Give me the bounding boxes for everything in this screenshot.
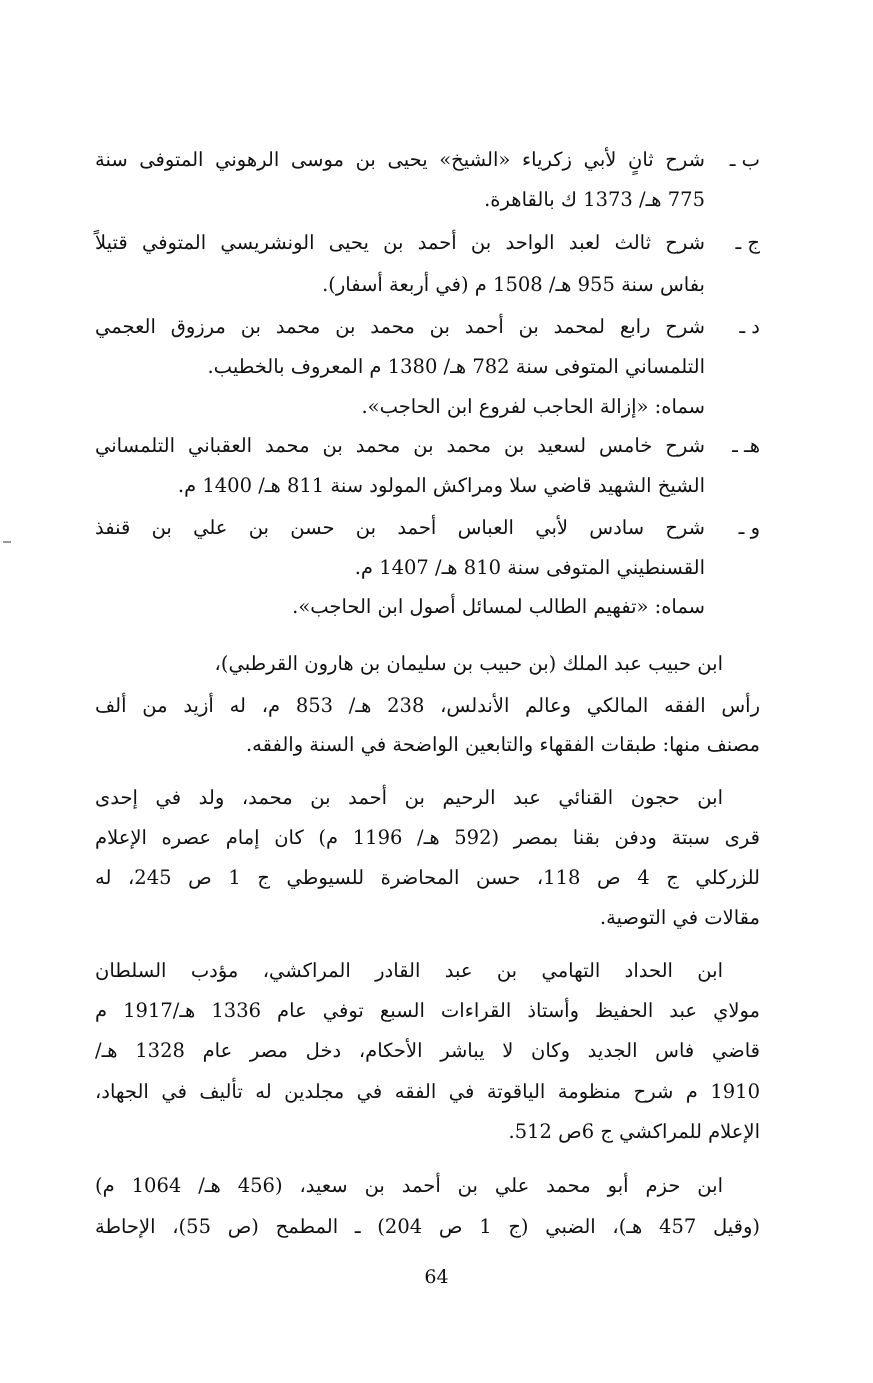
paragraph-line: رأس الفقه المالكي وعالم الأندلس، 238 هـ/ 853 م، له أزيد من ألف bbox=[95, 694, 761, 717]
entry-line: سماه: «تفهيم الطالب لمسائل أصول ابن الحاجب». bbox=[292, 595, 705, 618]
entry-line: شرح رابع لمحمد بن أحمد بن محمد بن محمد بن مرزوق العجمي bbox=[95, 315, 705, 338]
entry-line: سماه: «إزالة الحاجب لفروع ابن الحاجب». bbox=[361, 395, 705, 418]
margin-mark bbox=[3, 541, 11, 543]
entry-label: ب ـ bbox=[729, 148, 760, 171]
entry-label: د ـ bbox=[739, 315, 760, 338]
entry-line: بفاس سنة 955 هـ/ 1508 م (في أربعة أسفار). bbox=[322, 273, 705, 296]
entry-label: ج ـ bbox=[735, 231, 760, 254]
entry-line: شرح ثالث لعبد الواحد بن أحمد بن يحيى الونشريسي المتوفي قتيلاً bbox=[95, 231, 705, 254]
paragraph-line: مصنف منها: طبقات الفقهاء والتابعين الواضحة في السنة والفقه. bbox=[245, 733, 760, 756]
entry-line: 775 هـ/ 1373 ك بالقاهرة. bbox=[484, 188, 705, 211]
paragraph-line: للزركلي ج 4 ص 118، حسن المحاضرة للسيوطي ج 1 ص 245، له bbox=[95, 866, 760, 889]
entry-label: هـ ـ bbox=[732, 434, 760, 457]
paragraph-line: 1910 م شرح منظومة الياقوتة في الفقه في مجلدين له تأليف في الجهاد، bbox=[95, 1080, 760, 1103]
entry-line: القسنطيني المتوفى سنة 810 هـ/ 1407 م. bbox=[354, 556, 705, 579]
entry-label: و ـ bbox=[738, 516, 760, 539]
paragraph-line: ابن حزم أبو محمد علي بن أحمد بن سعيد، (456 هـ/ 1064 م) bbox=[95, 1174, 723, 1197]
paragraph-line: مقالات في التوصية. bbox=[599, 906, 760, 929]
entry-line: شرح خامس لسعيد بن محمد بن محمد بن محمد العقباني التلمساني bbox=[95, 434, 705, 457]
paragraph-line: قرى سبتة ودفن بقنا بمصر (592 هـ/ 1196 م) كان إمام عصره الإعلام bbox=[95, 826, 761, 849]
paragraph-line: قاضي فاس الجديد وكان لا يباشر الأحكام، دخل مصر عام 1328 هـ/ bbox=[95, 1039, 760, 1062]
entry-line: الشيخ الشهيد قاضي سلا ومراكش المولود سنة 811 هـ/ 1400 م. bbox=[177, 474, 705, 497]
entry-line: التلمساني المتوفى سنة 782 هـ/ 1380 م المعروف بالخطيب. bbox=[207, 355, 705, 378]
page-number: 64 bbox=[424, 1266, 449, 1288]
paragraph-line: ابن حبيب عبد الملك (بن حبيب بن سليمان بن هارون القرطبي)، bbox=[214, 652, 723, 675]
paragraph-line: ابن حجون القنائي عبد الرحيم بن أحمد بن محمد، ولد في إحدى bbox=[95, 786, 723, 809]
paragraph-line: (وقيل 457 هـ)، الضبي (ج 1 ص 204) ـ المطمح (ص 55)، الإحاطة bbox=[95, 1215, 761, 1238]
entry-line: شرح سادس لأبي العباس أحمد بن حسن بن علي بن قنفذ bbox=[95, 516, 705, 539]
paragraph-line: ابن الحداد التهامي بن عبد القادر المراكشي، مؤدب السلطان bbox=[95, 959, 723, 982]
paragraph-line: الإعلام للمراكشي ج 6ص 512. bbox=[508, 1120, 760, 1143]
entry-line: شرح ثانٍ لأبي زكرياء «الشيخ» يحيى بن موسى الرهوني المتوفى سنة bbox=[95, 148, 705, 171]
paragraph-line: مولاي عبد الحفيظ وأستاذ القراءات السبع توفي عام 1336 هـ/1917 م bbox=[95, 999, 760, 1022]
